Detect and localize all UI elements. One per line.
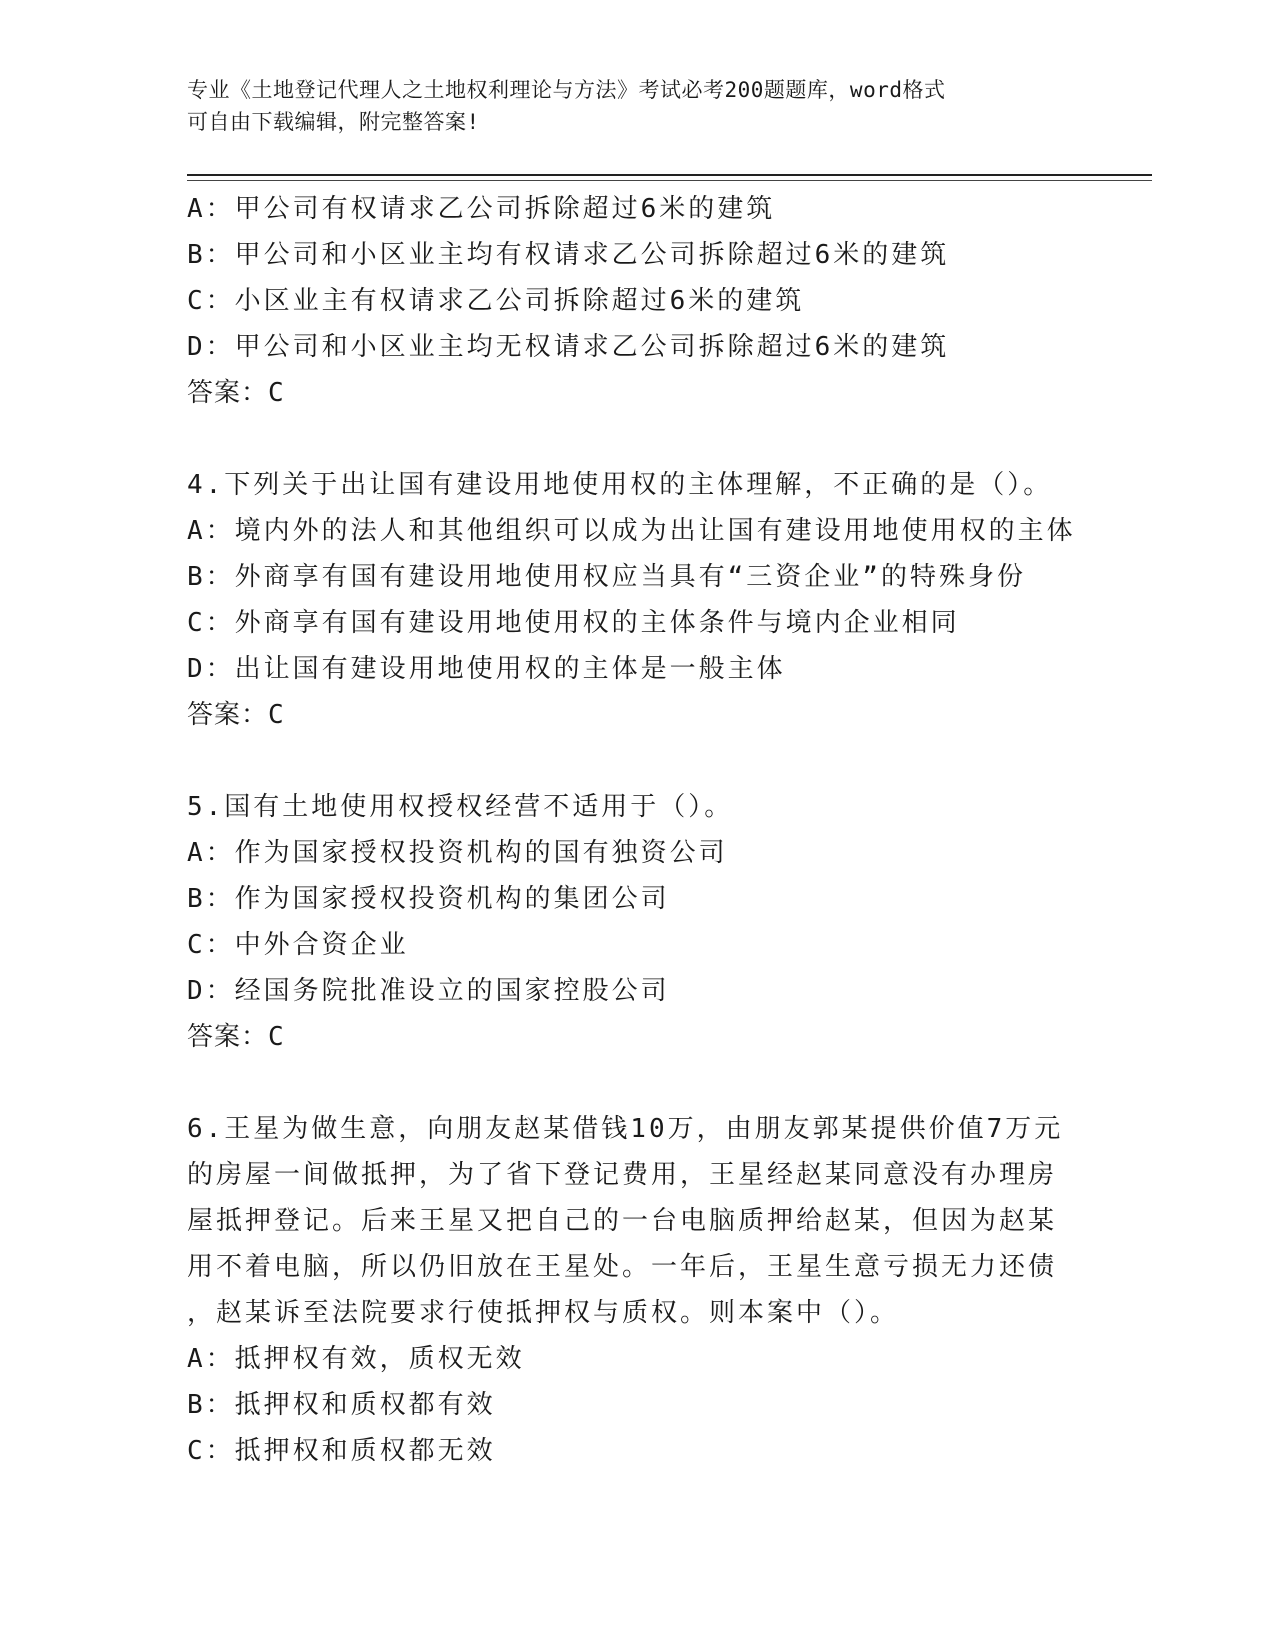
q4-answer: 答案：C <box>187 700 285 730</box>
q5-option-d: D：经国务院批准设立的国家控股公司 <box>187 976 670 1006</box>
q3-option-b: B：甲公司和小区业主均有权请求乙公司拆除超过6米的建筑 <box>187 240 950 270</box>
question-5-block <box>187 784 1087 1060</box>
q5-option-c: C：中外合资企业 <box>187 930 409 960</box>
question-3-block <box>187 186 1087 416</box>
question-6-block <box>187 1106 1087 1474</box>
q6-stem-line: 的房屋一间做抵押，为了省下登记费用，王星经赵某同意没有办理房 <box>187 1160 1058 1190</box>
document-header <box>187 74 1067 138</box>
q5-option-a: A：作为国家授权投资机构的国有独资公司 <box>187 838 728 868</box>
q4-option-a: A：境内外的法人和其他组织可以成为出让国有建设用地使用权的主体 <box>187 516 1076 546</box>
spacer <box>187 738 1087 784</box>
q6-option-a: A：抵押权有效，质权无效 <box>187 1344 525 1374</box>
q6-option-b: B：抵押权和质权都有效 <box>187 1390 496 1420</box>
q4-option-c: C：外商享有国有建设用地使用权的主体条件与境内企业相同 <box>187 608 960 638</box>
q5-stem: 5.国有土地使用权授权经营不适用于（）。 <box>187 792 734 822</box>
q4-stem: 4.下列关于出让国有建设用地使用权的主体理解，不正确的是（）。 <box>187 470 1053 500</box>
q3-option-c: C：小区业主有权请求乙公司拆除超过6米的建筑 <box>187 286 805 316</box>
q6-option-c: C：抵押权和质权都无效 <box>187 1436 496 1466</box>
header-divider-thin <box>187 180 1152 181</box>
q3-option-a: A：甲公司有权请求乙公司拆除超过6米的建筑 <box>187 194 776 224</box>
q4-option-d: D：出让国有建设用地使用权的主体是一般主体 <box>187 654 786 684</box>
spacer <box>187 1060 1087 1106</box>
question-4-block <box>187 462 1087 738</box>
question-content <box>187 186 1087 1474</box>
q5-answer: 答案：C <box>187 1022 285 1052</box>
q3-option-d: D：甲公司和小区业主均无权请求乙公司拆除超过6米的建筑 <box>187 332 950 362</box>
q6-stem-line: 6.王星为做生意，向朋友赵某借钱10万，由朋友郭某提供价值7万元 <box>187 1114 1064 1144</box>
q6-stem-line: 用不着电脑，所以仍旧放在王星处。一年后，王星生意亏损无力还债 <box>187 1252 1058 1282</box>
q4-option-b: B：外商享有国有建设用地使用权应当具有“三资企业”的特殊身份 <box>187 562 1026 592</box>
q5-option-b: B：作为国家授权投资机构的集团公司 <box>187 884 670 914</box>
header-title-line-1: 专业《土地登记代理人之土地权利理论与方法》考试必考200题题库，word格式 <box>187 78 946 102</box>
header-divider-thick <box>187 174 1152 176</box>
header-title-line-2: 可自由下载编辑，附完整答案! <box>187 110 480 134</box>
q6-stem-line: ，赵某诉至法院要求行使抵押权与质权。则本案中（）。 <box>187 1298 900 1328</box>
q3-answer: 答案：C <box>187 378 285 408</box>
q6-stem-line: 屋抵押登记。后来王星又把自己的一台电脑质押给赵某，但因为赵某 <box>187 1206 1058 1236</box>
spacer <box>187 416 1087 462</box>
